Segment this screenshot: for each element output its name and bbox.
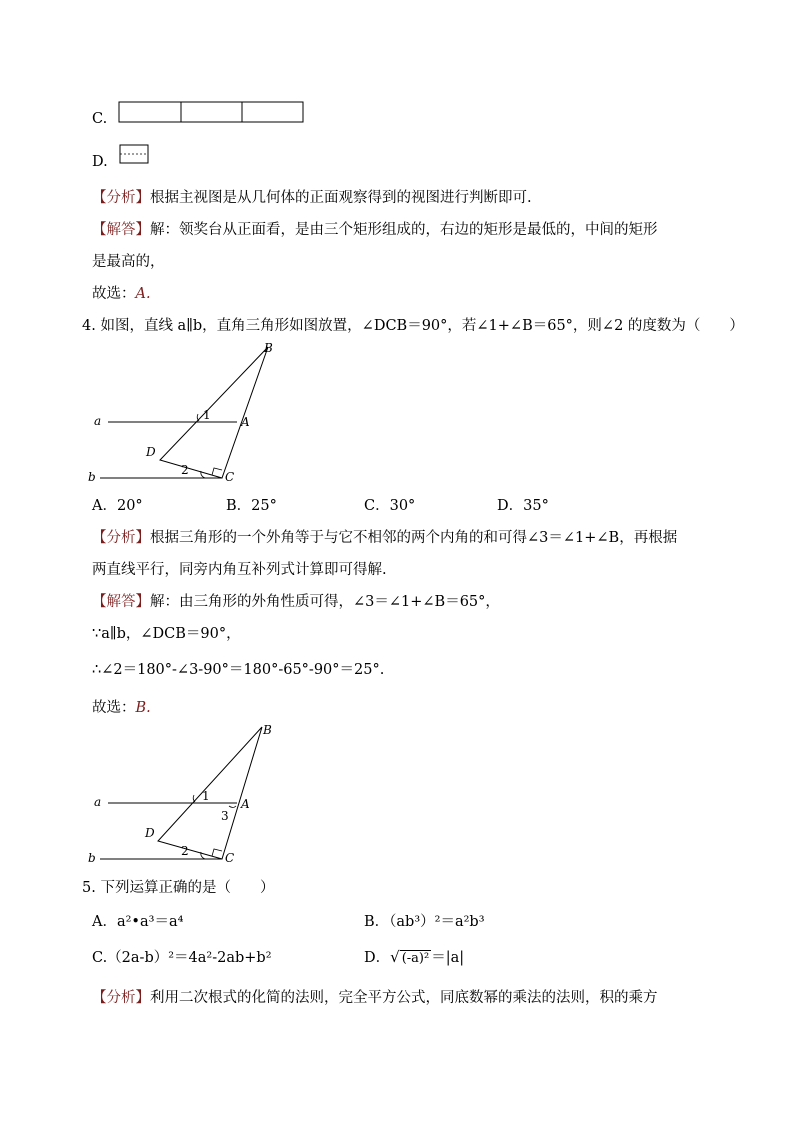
label-A: A: [241, 797, 250, 811]
q3-solution-line1: 【解答】解：领奖台从正面看，是由三个矩形组成的，右边的矩形是最低的，中间的矩形: [92, 222, 658, 238]
label-1: 1: [203, 408, 211, 422]
q4-option-b: B．25°: [226, 498, 277, 514]
label-a: a: [94, 795, 102, 809]
label-3: 3: [221, 809, 229, 823]
q4-option-a: A．20°: [92, 498, 143, 514]
label-2: 2: [181, 463, 189, 477]
q4-analysis-line2: 两直线平行，同旁内角互补列式计算即可得解.: [92, 562, 387, 578]
label-b: b: [88, 851, 96, 865]
q5-option-d: D．√ (-a)² ＝|a|: [364, 948, 465, 966]
label-D: D: [146, 445, 156, 459]
q3-answer: 故选：A.: [92, 286, 151, 302]
q5-option-c: C.（2a-b）²＝4a²-2ab+b²: [92, 950, 272, 966]
label-1: 1: [202, 789, 210, 803]
q4-analysis-line1: 【分析】根据三角形的一个外角等于与它不相邻的两个内角的和可得∠3＝∠1+∠B，再根据: [92, 530, 678, 546]
q4-solution-line1: 【解答】解：由三角形的外角性质可得，∠3＝∠1+∠B＝65°，: [92, 594, 500, 610]
q4-option-c: C．30°: [364, 498, 416, 514]
label-B: B: [263, 723, 272, 737]
q5-option-a: A．a²•a³＝a⁴: [92, 914, 184, 930]
q4-solution-line3: ∴∠2＝180°-∠3-90°＝180°-65°-90°＝25°.: [92, 662, 385, 678]
label-C: C: [225, 851, 235, 865]
label-B: B: [264, 341, 273, 355]
q5-stem: 5. 下列运算正确的是（ ）: [82, 880, 275, 896]
label-a: a: [94, 414, 102, 428]
label-A: A: [241, 415, 250, 429]
q3-analysis: 【分析】根据主视图是从几何体的正面观察得到的视图进行判断即可.: [92, 190, 532, 206]
q4-stem: 4. 如图，直线 a∥b，直角三角形如图放置，∠DCB＝90°，若∠1+∠B＝65°，则∠2 的度数为（ ）: [82, 318, 744, 334]
q3-solution-line2: 是最高的，: [92, 254, 165, 270]
option-c-label: C.: [92, 111, 108, 127]
label-D: D: [145, 826, 155, 840]
option-d-label: D.: [92, 154, 108, 170]
label-C: C: [225, 470, 235, 484]
q5-option-b: B．（ab³）²＝a²b³: [364, 914, 485, 930]
q4-option-d: D．35°: [497, 498, 549, 514]
q5-analysis: 【分析】利用二次根式的化简的法则，完全平方公式，同底数幂的乘法的法则，积的乘方: [92, 990, 658, 1006]
q4-answer: 故选：B.: [92, 700, 151, 716]
label-b: b: [88, 470, 96, 484]
q4-solution-line2: ∵a∥b，∠DCB＝90°，: [92, 626, 241, 642]
label-2: 2: [181, 844, 189, 858]
